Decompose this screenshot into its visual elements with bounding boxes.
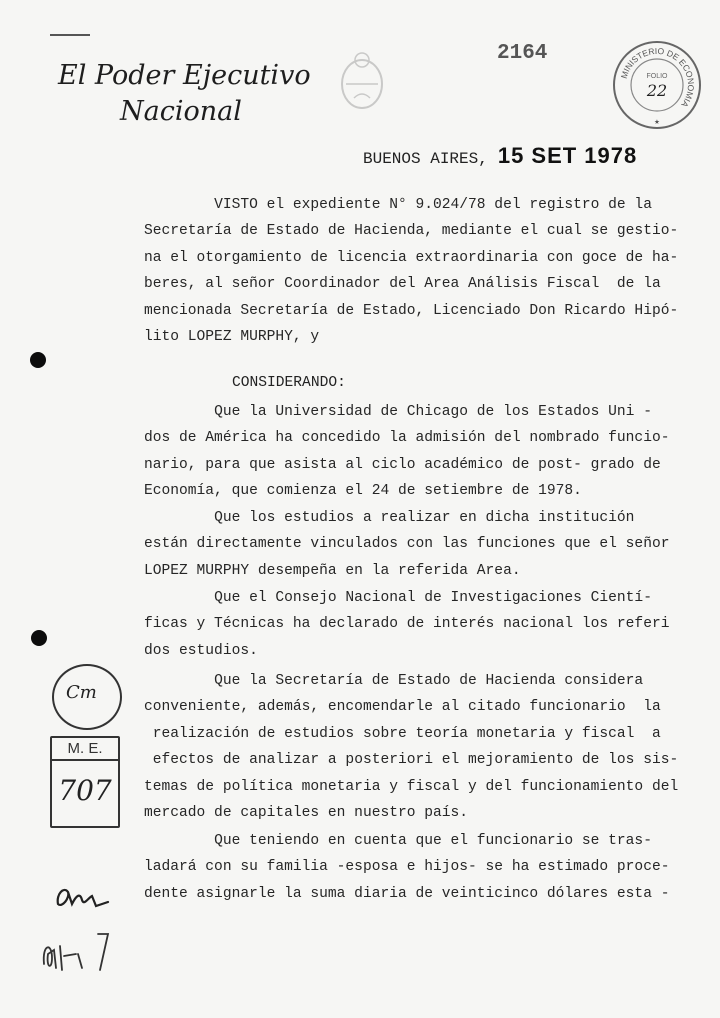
- considerando-paragraph-1: Que la Universidad de Chicago de los Estados Uni - dos de América ha concedido la admisión del nombrado funcio- nario, para que asista al ciclo académico de post- grado de Economía, que comienza el 24 de setiembre de 1978.: [144, 404, 670, 500]
- considerando-heading: CONSIDERANDO:: [232, 375, 346, 391]
- dateline-place: BUENOS AIRES,: [363, 150, 488, 168]
- circled-initials-text: Cm: [66, 682, 97, 703]
- file-number: 2164: [497, 42, 548, 65]
- svg-text:★: ★: [654, 117, 660, 127]
- svg-text:MINISTERIO DE ECONOMIA: MINISTERIO DE ECONOMIA: [618, 45, 697, 110]
- stamp-folio-label: FOLIO: [646, 73, 668, 80]
- ministry-folio-stamp: [612, 40, 702, 130]
- visto-paragraph: VISTO el expediente N° 9.024/78 del registro de la Secretaría de Estado de Hacienda, mediante el cual se gestio- na el otorgamiento de licencia extraordinaria con goce de ha- beres, al señor Coordinador del Area Análisis Fiscal de la mencionada Secretaría de Estado, Licenciado Don Ricardo Hipó- lito LOPEZ MURPHY, y: [144, 197, 679, 346]
- punch-hole-upper: [30, 352, 46, 368]
- coat-of-arms-watermark: [336, 50, 388, 112]
- stamp-folio-number: 22: [646, 81, 668, 100]
- registry-box-label: M. E.: [52, 740, 118, 761]
- registry-box-number: 707: [58, 774, 112, 807]
- letterhead-line-2: Nacional: [120, 96, 242, 127]
- punch-hole-lower: [31, 630, 47, 646]
- dateline: [363, 143, 637, 169]
- considerando-paragraph-3: Que el Consejo Nacional de Investigaciones Cientí- ficas y Técnicas ha declarado de interés nacional los referi dos estudios.: [144, 590, 670, 659]
- letterhead-line-1: El Poder Ejecutivo: [58, 60, 311, 91]
- letterhead: [58, 58, 311, 130]
- handwritten-signature: [38, 924, 118, 984]
- dateline-date-stamp: 15 SET 1978: [497, 143, 638, 168]
- considerando-paragraph-2: Que los estudios a realizar en dicha institución están directamente vinculados con las funciones que el señor LOPEZ MURPHY desempeña en la referida Area.: [144, 510, 670, 579]
- considerando-paragraph-5: Que teniendo en cuenta que el funcionario se tras- ladará con su familia -esposa e hijos- se ha estimado proce- dente asignarle la suma diaria de veinticinco dólares esta -: [144, 833, 670, 902]
- considerando-paragraph-4: Que la Secretaría de Estado de Hacienda considera conveniente, además, encomendarle al citado funcionario la realización de estudios sobre teoría monetaria y fiscal a efectos de analizar a posteriori el mejoramiento de los sis- temas de política monetaria y fiscal y del funcionamiento del mercado de capitales en nuestro país.: [144, 673, 679, 822]
- margin-mark: [50, 34, 90, 36]
- circled-initials: [52, 664, 122, 730]
- registry-box: [50, 736, 120, 828]
- handwritten-initial: [52, 876, 112, 916]
